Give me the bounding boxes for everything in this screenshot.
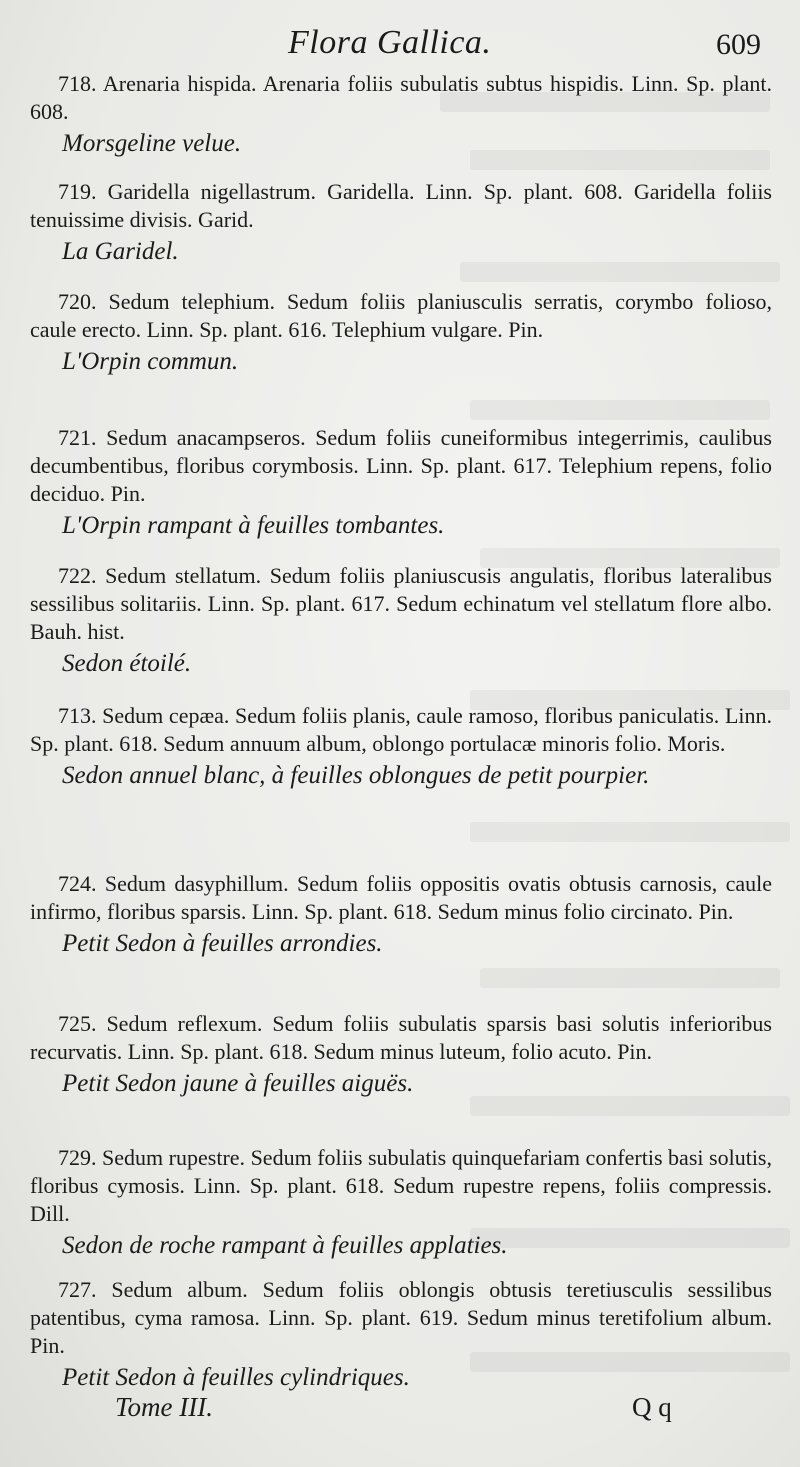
entry-latin-text: 729. Sedum rupestre. Sedum foliis subulatis quinquefariam confertis basi solutis, floribus cymosis. Linn. Sp. plant. 618. Sedum rupestre repens, foliis compressis. Dill. [30, 1145, 772, 1226]
entry-french-name: Sedon de roche rampant à feuilles applaties. [62, 1232, 508, 1259]
entry-latin-text: 721. Sedum anacampseros. Sedum foliis cuneiformibus integerrimis, caulibus decumbentibus, floribus corymbosis. Linn. Sp. plant. 617. Telephium repens, folio deciduo. Pin. [30, 425, 772, 506]
entry-french-name: Petit Sedon à feuilles arrondies. [62, 930, 383, 957]
entry-724 [0, 870, 800, 959]
entry-722 [0, 562, 800, 679]
page-header [0, 18, 800, 68]
entry-french-name: Sedon annuel blanc, à feuilles oblongues de petit pourpier. [62, 762, 650, 789]
entry-latin-text: 722. Sedum stellatum. Sedum foliis planiuscusis angulatis, floribus lateralibus sessilibus solitariis. Linn. Sp. plant. 617. Sedum echinatum vel stellatum flore albo. Bauh. hist. [30, 563, 772, 644]
entry-french-name: Petit Sedon à feuilles cylindriques. [62, 1364, 410, 1391]
printer-signature: Q q [632, 1392, 672, 1422]
entry-729 [0, 1144, 800, 1261]
entry-725 [0, 1010, 800, 1099]
entry-french-name: L'Orpin commun. [62, 348, 239, 375]
running-title: Flora Gallica. [288, 24, 492, 61]
entry-latin-text: 725. Sedum reflexum. Sedum foliis subulatis sparsis basi solutis inferioribus recurvatis. Linn. Sp. plant. 618. Sedum minus luteum, folio acuto. Pin. [30, 1011, 772, 1064]
entry-french-name: La Garidel. [62, 238, 179, 265]
entry-french-name: L'Orpin rampant à feuilles tombantes. [62, 512, 445, 539]
entry-718 [0, 70, 800, 159]
entry-latin-text: 713. Sedum cepæa. Sedum foliis planis, caule ramoso, floribus paniculatis. Linn. Sp. plant. 618. Sedum annuum album, oblongo portulacæ minoris folio. Moris. [30, 703, 772, 756]
entry-french-name: Sedon étoilé. [62, 650, 192, 677]
entry-latin-text: 727. Sedum album. Sedum foliis oblongis obtusis teretiusculis sessilibus patentibus, cyma ramosa. Linn. Sp. plant. 619. Sedum minus teretifolium album. Pin. [30, 1277, 772, 1358]
entry-french-name: Morsgeline velue. [62, 130, 242, 157]
entry-727 [0, 1276, 800, 1393]
entry-720 [0, 288, 800, 377]
page-footer [0, 1390, 800, 1430]
volume-label: Tome III. [115, 1392, 213, 1422]
entry-719 [0, 178, 800, 267]
entry-latin-text: 719. Garidella nigellastrum. Garidella. Linn. Sp. plant. 608. Garidella foliis tenuissime divisis. Garid. [30, 179, 772, 232]
page-number: 609 [716, 28, 761, 61]
entry-latin-text: 718. Arenaria hispida. Arenaria foliis subulatis subtus hispidis. Linn. Sp. plant. 608. [30, 71, 772, 124]
entry-french-name: Petit Sedon jaune à feuilles aiguës. [62, 1070, 414, 1097]
entry-latin-text: 724. Sedum dasyphillum. Sedum foliis oppositis ovatis obtusis carnosis, caule infirmo, floribus sparsis. Linn. Sp. plant. 618. Sedum minus folio circinato. Pin. [30, 871, 772, 924]
entry-latin-text: 720. Sedum telephium. Sedum foliis planiusculis serratis, corymbo folioso, caule erecto. Linn. Sp. plant. 616. Telephium vulgare. Pin. [30, 289, 772, 342]
entry-713 [0, 702, 800, 791]
entry-721 [0, 424, 800, 541]
